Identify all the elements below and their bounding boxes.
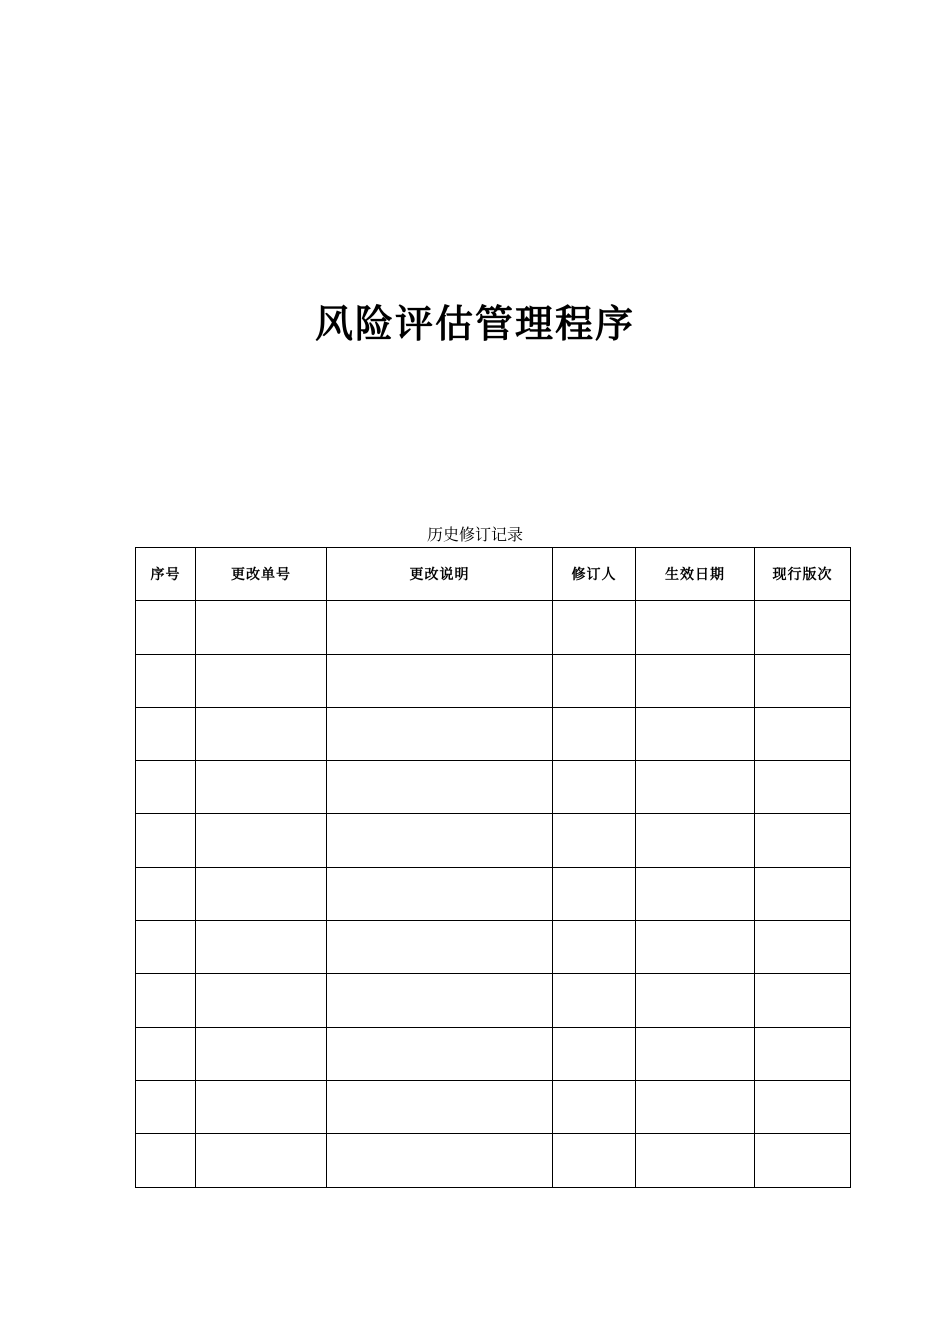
table-row [136, 921, 851, 974]
table-cell[interactable] [327, 601, 553, 654]
table-cell[interactable] [755, 654, 851, 707]
table-cell[interactable] [553, 707, 636, 760]
table-cell[interactable] [136, 867, 196, 920]
table-cell[interactable] [136, 974, 196, 1027]
table-cell[interactable] [196, 814, 327, 867]
table-cell[interactable] [636, 654, 755, 707]
table-cell[interactable] [636, 974, 755, 1027]
revision-history-caption: 历史修订记录 [426, 525, 523, 544]
table-cell[interactable] [327, 654, 553, 707]
table-cell[interactable] [636, 1080, 755, 1133]
table-cell[interactable] [553, 654, 636, 707]
table-header-row [136, 548, 851, 601]
table-cell[interactable] [136, 601, 196, 654]
table-cell[interactable] [327, 867, 553, 920]
column-header-current-version: 现行版次 [755, 548, 851, 601]
table-cell[interactable] [136, 921, 196, 974]
table-cell[interactable] [196, 1134, 327, 1187]
table-cell[interactable] [755, 921, 851, 974]
table-row [136, 761, 851, 814]
table-cell[interactable] [196, 1027, 327, 1080]
table-row [136, 1134, 851, 1187]
table-cell[interactable] [755, 1027, 851, 1080]
table-row [136, 1080, 851, 1133]
table-cell[interactable] [553, 867, 636, 920]
table-row [136, 867, 851, 920]
table-cell[interactable] [136, 1027, 196, 1080]
table-cell[interactable] [136, 814, 196, 867]
table-cell[interactable] [327, 974, 553, 1027]
table-row [136, 974, 851, 1027]
table-cell[interactable] [327, 1134, 553, 1187]
table-cell[interactable] [636, 814, 755, 867]
column-header-effective-date: 生效日期 [636, 548, 755, 601]
column-header-change-number: 更改单号 [196, 548, 327, 601]
column-header-reviser: 修订人 [553, 548, 636, 601]
column-header-serial: 序号 [136, 548, 196, 601]
table-cell[interactable] [755, 974, 851, 1027]
table-cell[interactable] [553, 974, 636, 1027]
table-cell[interactable] [136, 761, 196, 814]
table-cell[interactable] [755, 1134, 851, 1187]
table-cell[interactable] [196, 921, 327, 974]
table-cell[interactable] [136, 707, 196, 760]
table-row [136, 601, 851, 654]
table-cell[interactable] [755, 707, 851, 760]
table-cell[interactable] [136, 1134, 196, 1187]
table-cell[interactable] [196, 974, 327, 1027]
table-cell[interactable] [553, 814, 636, 867]
table-cell[interactable] [755, 1080, 851, 1133]
table-cell[interactable] [755, 867, 851, 920]
table-row [136, 814, 851, 867]
table-cell[interactable] [196, 867, 327, 920]
table-cell[interactable] [636, 707, 755, 760]
table-cell[interactable] [327, 921, 553, 974]
table-cell[interactable] [636, 761, 755, 814]
table-cell[interactable] [327, 1027, 553, 1080]
table-cell[interactable] [553, 921, 636, 974]
table-cell[interactable] [636, 921, 755, 974]
table-row [136, 707, 851, 760]
table-cell[interactable] [136, 1080, 196, 1133]
table-cell[interactable] [196, 761, 327, 814]
table-cell[interactable] [553, 761, 636, 814]
table-body [136, 601, 851, 1187]
table-row [136, 654, 851, 707]
table-cell[interactable] [636, 867, 755, 920]
table-cell[interactable] [553, 601, 636, 654]
table-cell[interactable] [327, 707, 553, 760]
table-cell[interactable] [327, 761, 553, 814]
table-cell[interactable] [196, 601, 327, 654]
table-cell[interactable] [755, 761, 851, 814]
column-header-change-description: 更改说明 [327, 548, 553, 601]
table-row [136, 1027, 851, 1080]
table-cell[interactable] [196, 707, 327, 760]
revision-history-table [135, 547, 851, 1188]
table-cell[interactable] [553, 1134, 636, 1187]
table-cell[interactable] [553, 1080, 636, 1133]
table-cell[interactable] [196, 654, 327, 707]
table-cell[interactable] [636, 601, 755, 654]
table-cell[interactable] [327, 814, 553, 867]
table-cell[interactable] [636, 1134, 755, 1187]
table-cell[interactable] [196, 1080, 327, 1133]
table-cell[interactable] [327, 1080, 553, 1133]
table-cell[interactable] [755, 814, 851, 867]
table-cell[interactable] [636, 1027, 755, 1080]
table-cell[interactable] [136, 654, 196, 707]
table-cell[interactable] [755, 601, 851, 654]
table-cell[interactable] [553, 1027, 636, 1080]
document-title: 风险评估管理程序 [314, 301, 635, 346]
